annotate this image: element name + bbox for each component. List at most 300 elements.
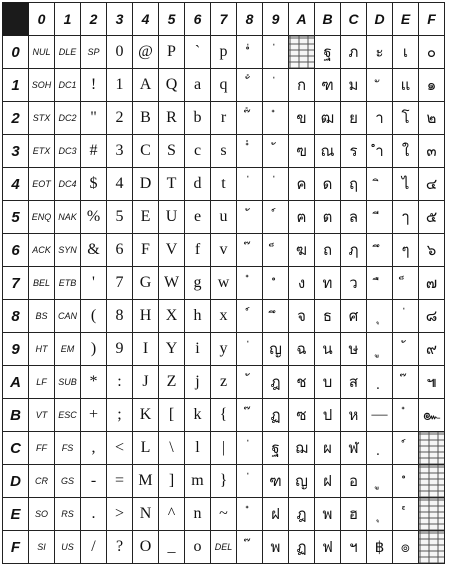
code-cell: ๏	[393, 531, 419, 564]
column-header-4: 4	[133, 3, 159, 36]
code-cell: ค	[289, 168, 315, 201]
code-cell: พ	[263, 531, 289, 564]
code-cell: E	[133, 201, 159, 234]
code-cell: EM	[55, 333, 81, 366]
code-cell: บ	[315, 366, 341, 399]
code-cell: ,	[81, 432, 107, 465]
code-cell: SOH	[29, 69, 55, 102]
code-cell	[263, 36, 289, 69]
code-cell: b	[185, 102, 211, 135]
code-cell: BEL	[29, 267, 55, 300]
code-cell: พ	[315, 498, 341, 531]
column-header-5: 5	[159, 3, 185, 36]
code-cell: ๆ	[393, 234, 419, 267]
code-cell: G	[133, 267, 159, 300]
code-cell: CR	[29, 465, 55, 498]
code-cell: U	[159, 201, 185, 234]
code-cell: O	[133, 531, 159, 564]
table-row	[3, 531, 445, 564]
code-cell: VT	[29, 399, 55, 432]
code-cell: y	[211, 333, 237, 366]
code-cell	[367, 234, 393, 267]
code-cell: I	[133, 333, 159, 366]
code-cell: T	[159, 168, 185, 201]
code-cell: }	[211, 465, 237, 498]
unassigned-cell	[419, 531, 445, 564]
code-cell: V	[159, 234, 185, 267]
code-cell: ผ	[315, 432, 341, 465]
code-cell	[237, 234, 263, 267]
code-cell	[237, 36, 263, 69]
code-cell: X	[159, 300, 185, 333]
row-header-3: 3	[3, 135, 29, 168]
code-cell: DC1	[55, 69, 81, 102]
code-cell: ซ	[289, 399, 315, 432]
table-row	[3, 498, 445, 531]
row-header-7: 7	[3, 267, 29, 300]
code-cell: ภ	[341, 36, 367, 69]
code-cell: x	[211, 300, 237, 333]
code-cell: ฑ	[315, 69, 341, 102]
code-cell: ACK	[29, 234, 55, 267]
code-cell: =	[107, 465, 133, 498]
code-cell: <	[107, 432, 133, 465]
code-cell: ๒	[419, 102, 445, 135]
code-cell: F	[133, 234, 159, 267]
row-header-9: 9	[3, 333, 29, 366]
code-cell: ENQ	[29, 201, 55, 234]
code-cell: '	[81, 267, 107, 300]
code-cell	[263, 168, 289, 201]
code-cell: ฅ	[289, 201, 315, 234]
code-cell: j	[185, 366, 211, 399]
code-cell	[393, 333, 419, 366]
code-cell: ำ	[367, 135, 393, 168]
code-cell	[367, 267, 393, 300]
code-cell	[367, 333, 393, 366]
code-cell: ง	[289, 267, 315, 300]
code-cell: า	[367, 102, 393, 135]
code-cell: ฐ	[315, 36, 341, 69]
code-cell: ฟ	[315, 531, 341, 564]
code-cell: 1	[107, 69, 133, 102]
column-header-1: 1	[55, 3, 81, 36]
code-cell: v	[211, 234, 237, 267]
row-header-1: 1	[3, 69, 29, 102]
code-cell: ใ	[393, 135, 419, 168]
row-header-6: 6	[3, 234, 29, 267]
code-cell	[393, 300, 419, 333]
code-cell: ๅ	[393, 201, 419, 234]
code-cell	[237, 399, 263, 432]
code-cell: SP	[81, 36, 107, 69]
code-cell: +	[81, 399, 107, 432]
code-cell: ๑	[419, 69, 445, 102]
code-cell: W	[159, 267, 185, 300]
code-cell: ข	[289, 102, 315, 135]
code-cell	[237, 300, 263, 333]
code-cell: p	[211, 36, 237, 69]
code-cell	[263, 135, 289, 168]
row-header-c: C	[3, 432, 29, 465]
table-row	[3, 300, 445, 333]
code-cell: Z	[159, 366, 185, 399]
code-cell	[263, 201, 289, 234]
code-cell: GS	[55, 465, 81, 498]
unassigned-cell	[289, 36, 315, 69]
table-row	[3, 465, 445, 498]
code-cell: ฑ	[263, 465, 289, 498]
code-cell: ณ	[315, 135, 341, 168]
code-cell: ๖	[419, 234, 445, 267]
code-cell: d	[185, 168, 211, 201]
code-cell: NUL	[29, 36, 55, 69]
code-cell: #	[81, 135, 107, 168]
code-cell: $	[81, 168, 107, 201]
code-cell: ๚	[419, 366, 445, 399]
code-cell: ศ	[341, 300, 367, 333]
code-cell: S	[159, 135, 185, 168]
code-cell: z	[211, 366, 237, 399]
code-cell: Y	[159, 333, 185, 366]
code-cell: H	[133, 300, 159, 333]
code-cell: c	[185, 135, 211, 168]
code-cell: DLE	[55, 36, 81, 69]
table-row	[3, 201, 445, 234]
code-cell: ฝ	[315, 465, 341, 498]
code-cell	[367, 366, 393, 399]
row-header-e: E	[3, 498, 29, 531]
code-cell: ฐ	[263, 432, 289, 465]
code-cell	[237, 102, 263, 135]
code-cell: ~	[211, 498, 237, 531]
code-cell: 7	[107, 267, 133, 300]
code-cell: ;	[107, 399, 133, 432]
code-cell: M	[133, 465, 159, 498]
code-cell: n	[185, 498, 211, 531]
code-cell: อ	[341, 465, 367, 498]
code-cell: ด	[315, 168, 341, 201]
code-cell: J	[133, 366, 159, 399]
column-header-a: A	[289, 3, 315, 36]
code-cell: s	[211, 135, 237, 168]
code-cell: ช	[289, 366, 315, 399]
row-header-b: B	[3, 399, 29, 432]
code-cell: :	[107, 366, 133, 399]
code-cell	[237, 366, 263, 399]
code-cell: น	[315, 333, 341, 366]
code-cell: "	[81, 102, 107, 135]
code-cell	[367, 300, 393, 333]
code-cell: ESC	[55, 399, 81, 432]
code-cell: —	[367, 399, 393, 432]
code-cell: ะ	[367, 36, 393, 69]
code-cell: t	[211, 168, 237, 201]
code-cell: ฒ	[315, 102, 341, 135]
code-cell: DC4	[55, 168, 81, 201]
unassigned-cell	[419, 465, 445, 498]
code-cell: 0	[107, 36, 133, 69]
code-cell: ก	[289, 69, 315, 102]
code-cell: BS	[29, 300, 55, 333]
code-cell: ๘	[419, 300, 445, 333]
code-cell: ษ	[341, 333, 367, 366]
code-cell: o	[185, 531, 211, 564]
code-cell: >	[107, 498, 133, 531]
code-cell: ๛	[419, 399, 445, 432]
code-cell: ๕	[419, 201, 445, 234]
code-cell: l	[185, 432, 211, 465]
code-cell: ฆ	[289, 234, 315, 267]
code-cell: ]	[159, 465, 185, 498]
code-cell	[237, 498, 263, 531]
code-cell: FS	[55, 432, 81, 465]
column-header-b: B	[315, 3, 341, 36]
code-cell: DC2	[55, 102, 81, 135]
code-cell: LF	[29, 366, 55, 399]
code-cell: e	[185, 201, 211, 234]
code-cell: โ	[393, 102, 419, 135]
code-cell: m	[185, 465, 211, 498]
code-cell: {	[211, 399, 237, 432]
code-cell: ฯ	[341, 531, 367, 564]
code-cell: K	[133, 399, 159, 432]
code-cell: RS	[55, 498, 81, 531]
code-cell: r	[211, 102, 237, 135]
code-cell	[263, 102, 289, 135]
code-cell: ฝ	[263, 498, 289, 531]
code-cell	[237, 333, 263, 366]
row-header-8: 8	[3, 300, 29, 333]
code-cell: 9	[107, 333, 133, 366]
code-cell	[393, 498, 419, 531]
code-cell	[393, 399, 419, 432]
column-header-e: E	[393, 3, 419, 36]
code-cell: ฤ	[341, 168, 367, 201]
code-cell: SYN	[55, 234, 81, 267]
column-header-7: 7	[211, 3, 237, 36]
code-cell: ป	[315, 399, 341, 432]
code-cell: \	[159, 432, 185, 465]
code-cell: |	[211, 432, 237, 465]
code-cell	[393, 366, 419, 399]
code-cell	[367, 201, 393, 234]
code-cell: h	[185, 300, 211, 333]
code-cell: ล	[341, 201, 367, 234]
row-header-0: 0	[3, 36, 29, 69]
code-cell: ฮ	[341, 498, 367, 531]
column-header-row	[3, 3, 445, 36]
code-cell: N	[133, 498, 159, 531]
column-header-6: 6	[185, 3, 211, 36]
code-cell: ไ	[393, 168, 419, 201]
code-cell: ?	[107, 531, 133, 564]
code-cell	[263, 69, 289, 102]
column-header-3: 3	[107, 3, 133, 36]
code-cell: g	[185, 267, 211, 300]
code-cell: )	[81, 333, 107, 366]
code-cell: DC3	[55, 135, 81, 168]
code-cell: w	[211, 267, 237, 300]
code-cell: ๐	[419, 36, 445, 69]
code-cell: CAN	[55, 300, 81, 333]
code-cell: SO	[29, 498, 55, 531]
code-cell: ธ	[315, 300, 341, 333]
code-cell: ห	[341, 399, 367, 432]
character-code-table	[2, 2, 445, 564]
code-cell	[237, 201, 263, 234]
table-row	[3, 366, 445, 399]
code-cell	[263, 234, 289, 267]
code-cell: NAK	[55, 201, 81, 234]
code-cell	[237, 168, 263, 201]
code-cell: ส	[341, 366, 367, 399]
code-cell: ฃ	[289, 135, 315, 168]
code-cell: ETX	[29, 135, 55, 168]
code-cell	[237, 69, 263, 102]
code-cell	[367, 69, 393, 102]
code-cell: f	[185, 234, 211, 267]
row-header-5: 5	[3, 201, 29, 234]
code-cell: /	[81, 531, 107, 564]
code-cell: ฎ	[289, 498, 315, 531]
table-row	[3, 135, 445, 168]
table-row	[3, 432, 445, 465]
code-cell	[393, 432, 419, 465]
column-header-2: 2	[81, 3, 107, 36]
code-cell: -	[81, 465, 107, 498]
code-cell: B	[133, 102, 159, 135]
code-cell: EOT	[29, 168, 55, 201]
code-cell: 6	[107, 234, 133, 267]
code-cell: D	[133, 168, 159, 201]
row-header-4: 4	[3, 168, 29, 201]
code-cell: u	[211, 201, 237, 234]
code-cell: ญ	[263, 333, 289, 366]
table-row	[3, 102, 445, 135]
row-header-a: A	[3, 366, 29, 399]
code-cell: q	[211, 69, 237, 102]
row-header-f: F	[3, 531, 29, 564]
code-cell: เ	[393, 36, 419, 69]
code-cell: ฏ	[263, 399, 289, 432]
code-cell: 2	[107, 102, 133, 135]
code-cell: [	[159, 399, 185, 432]
code-cell: ๔	[419, 168, 445, 201]
row-header-2: 2	[3, 102, 29, 135]
code-cell: 5	[107, 201, 133, 234]
column-header-f: F	[419, 3, 445, 36]
code-cell: ญ	[289, 465, 315, 498]
code-cell: ย	[341, 102, 367, 135]
code-cell	[237, 531, 263, 564]
code-cell	[237, 135, 263, 168]
code-cell: ๓	[419, 135, 445, 168]
table-row	[3, 36, 445, 69]
code-cell: 8	[107, 300, 133, 333]
code-cell: `	[185, 36, 211, 69]
column-header-8: 8	[237, 3, 263, 36]
code-cell: HT	[29, 333, 55, 366]
code-cell: 3	[107, 135, 133, 168]
code-cell: a	[185, 69, 211, 102]
code-cell: FF	[29, 432, 55, 465]
code-cell: ฎ	[263, 366, 289, 399]
code-cell: ถ	[315, 234, 341, 267]
row-header-d: D	[3, 465, 29, 498]
code-cell: ท	[315, 267, 341, 300]
code-cell: k	[185, 399, 211, 432]
code-cell: *	[81, 366, 107, 399]
unassigned-cell	[419, 498, 445, 531]
code-cell: !	[81, 69, 107, 102]
column-header-c: C	[341, 3, 367, 36]
code-cell: ฦ	[341, 234, 367, 267]
code-cell: ฉ	[289, 333, 315, 366]
code-cell	[237, 267, 263, 300]
code-cell: ต	[315, 201, 341, 234]
table-body	[3, 36, 445, 564]
code-cell: &	[81, 234, 107, 267]
table-row	[3, 267, 445, 300]
code-cell	[263, 300, 289, 333]
code-cell: ๗	[419, 267, 445, 300]
code-cell: ว	[341, 267, 367, 300]
code-cell: ร	[341, 135, 367, 168]
code-cell	[367, 465, 393, 498]
code-cell	[393, 465, 419, 498]
code-cell: SI	[29, 531, 55, 564]
code-cell: R	[159, 102, 185, 135]
code-cell: %	[81, 201, 107, 234]
code-cell: ฿	[367, 531, 393, 564]
code-cell: แ	[393, 69, 419, 102]
column-header-0: 0	[29, 3, 55, 36]
code-cell: P	[159, 36, 185, 69]
code-cell: ETB	[55, 267, 81, 300]
column-header-9: 9	[263, 3, 289, 36]
code-cell: .	[81, 498, 107, 531]
code-cell: STX	[29, 102, 55, 135]
column-header-d: D	[367, 3, 393, 36]
code-cell: 4	[107, 168, 133, 201]
code-cell	[367, 498, 393, 531]
code-cell: ฏ	[289, 531, 315, 564]
code-cell: ม	[341, 69, 367, 102]
table-row	[3, 69, 445, 102]
code-cell: ฌ	[289, 432, 315, 465]
code-cell: จ	[289, 300, 315, 333]
code-cell	[263, 267, 289, 300]
code-cell: (	[81, 300, 107, 333]
code-cell	[237, 432, 263, 465]
code-cell: A	[133, 69, 159, 102]
code-cell: ๙	[419, 333, 445, 366]
code-cell: _	[159, 531, 185, 564]
code-cell: @	[133, 36, 159, 69]
code-cell	[237, 465, 263, 498]
code-cell	[367, 168, 393, 201]
code-cell: i	[185, 333, 211, 366]
code-cell	[393, 267, 419, 300]
table-row	[3, 333, 445, 366]
code-cell: US	[55, 531, 81, 564]
code-cell	[367, 432, 393, 465]
corner-cell	[3, 3, 29, 36]
code-cell: ฬ	[341, 432, 367, 465]
unassigned-cell	[419, 432, 445, 465]
code-cell: L	[133, 432, 159, 465]
